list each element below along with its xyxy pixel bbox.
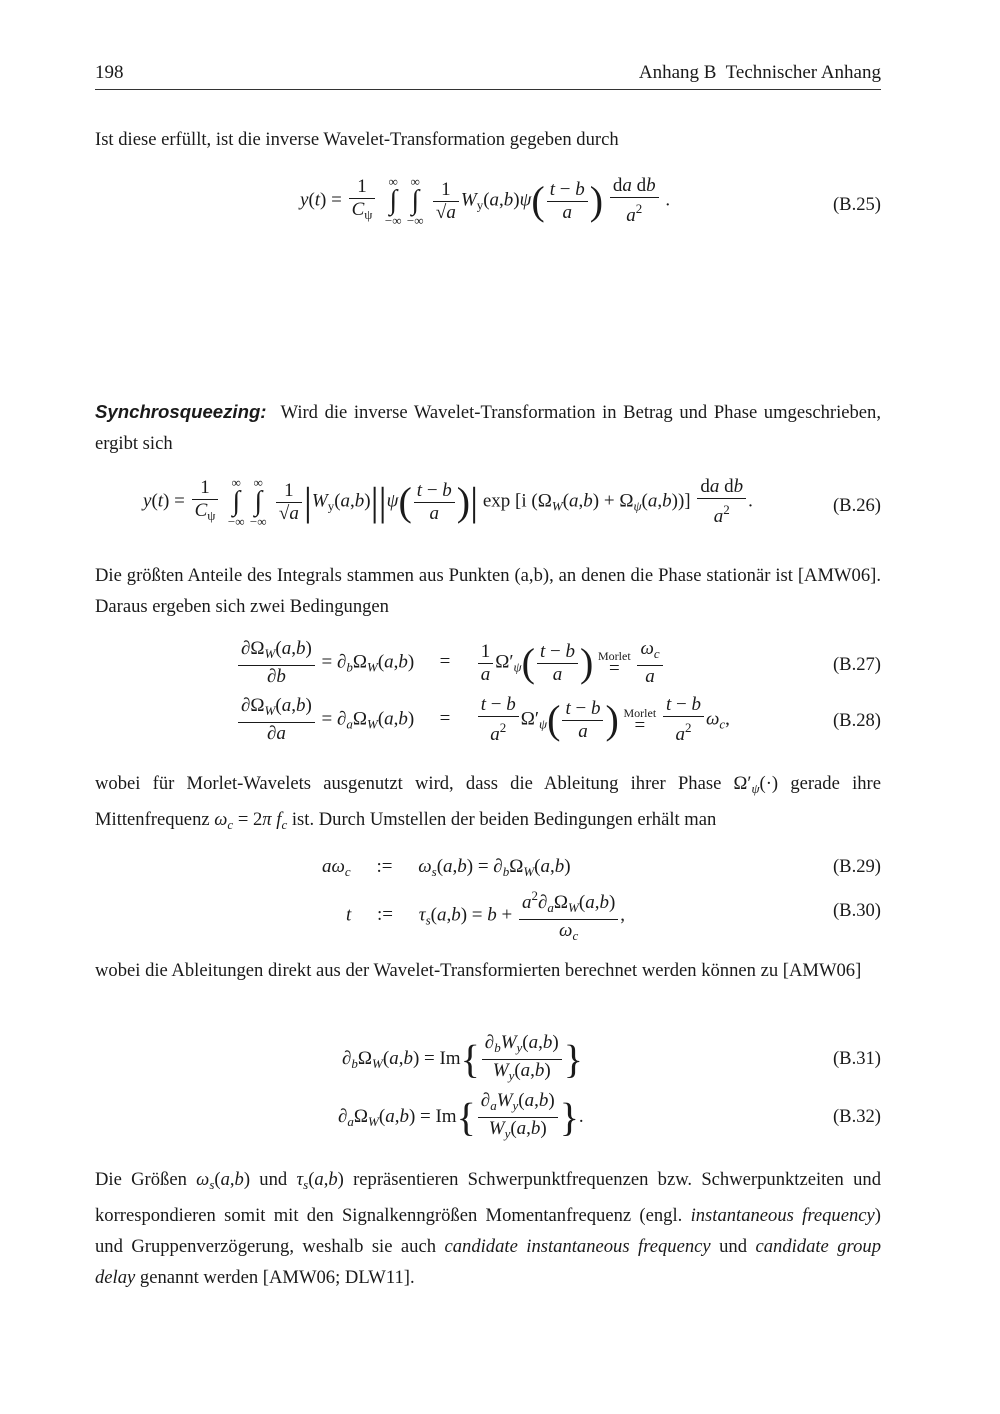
equation-number-b29: (B.29) xyxy=(832,856,881,877)
p6-part-f: candidate instantaneous frequency xyxy=(444,1236,711,1257)
equation-number-b32: (B.32) xyxy=(832,1106,881,1127)
paragraph-6: Die Größen $\omega_s(a,b)$ und $\tau_s(a,b)$ repräsentieren Schwerpunktfrequenzen bzw. Schwerpunktzeiten und korrespondieren somit mit den Signalkenngrößen Momentanfrequenz (engl. instantaneous frequency) und Gruppenverzögerung, weshalb sie auch candidate instantaneous frequency und candidate group delay genannt werden [AMW06; DLW11]. xyxy=(95,1169,882,1288)
page-number: 198 xyxy=(95,62,124,83)
equation-number-b28: (B.28) xyxy=(832,710,881,731)
equation-b27: $\frac{\partial\Omega_W(a,b)}{\partial b}$ = $\partial_b\Omega_W(a,b)$ = $\frac{1}{a}$ $\Omega'_\psi$( $\frac{t - b}{a}$ ) Morlet = $\frac{\omega_c}{a}$ xyxy=(236,638,665,688)
equation-number-b30: (B.30) xyxy=(832,900,881,921)
morlet-label-1: Morlet xyxy=(598,649,631,663)
equation-b32: $\partial_a\Omega_W(a,b) = Im${ $\frac{\partial_aW_y(a,b)}{W_y(a,b)}$ }. xyxy=(338,1090,584,1141)
equation-number-b27: (B.27) xyxy=(832,654,881,675)
equation-number-b25: (B.25) xyxy=(832,194,881,215)
paragraph-5: wobei die Ableitungen direkt aus der Wavelet-Transformierten berechnet werden können zu [AMW06] xyxy=(95,960,862,981)
paragraph-3: Die größten Anteile des Integrals stammen aus Punkten (a,b), an denen die Phase stationär ist [AMW06]. Daraus ergeben sich zwei Bedingungen xyxy=(95,565,881,617)
p6-part-e: ) und Gruppenverzögerung, weshalb sie auch xyxy=(95,1205,881,1257)
p4-part-b: gerade ihre Mittenfrequenz xyxy=(95,773,881,830)
paragraph-4: wobei für Morlet-Wavelets ausgenutzt wird, dass die Ableitung ihrer Phase $\Omega'_\psi(\cdot)$ gerade ihre Mittenfrequenz $\omega_c = 2\pi$ $f_c$ ist. Durch Umstellen der beiden Bedingungen erhält man xyxy=(95,773,881,832)
p6-part-a: Die Größen xyxy=(95,1169,187,1190)
p6-part-h: candidate group delay xyxy=(95,1236,881,1288)
p6-part-i: genannt werden [AMW06; DLW11]. xyxy=(139,1267,415,1288)
equation-b25: y(t) = $\frac{1}{C_\psi}$ ∞ ∫ −∞∞ ∫ −∞ $\frac{1}{√a}$ $W_y(a,b)\psi$( $\frac{t - b}{a}$ ) $\frac{\text{da db}}{a^2}$ . xyxy=(300,174,671,228)
equation-b30: t := $\tau_s(a,b) = b$ + $\frac{a^2\partial_a\Omega_W(a,b)}{\omega_c}$ , xyxy=(346,885,625,947)
p6-part-g: und xyxy=(719,1236,748,1257)
paragraph-synchrosqueezing xyxy=(95,396,881,459)
p6-part-b: und xyxy=(259,1169,288,1190)
p4-part-c: ist. Durch Umstellen der beiden Bedingungen erhält man xyxy=(291,809,717,830)
morlet-label-2: Morlet xyxy=(623,706,657,720)
equation-number-b31: (B.31) xyxy=(832,1048,881,1069)
running-title: Anhang B Technischer Anhang xyxy=(638,62,881,83)
equation-number-b26: (B.26) xyxy=(832,495,881,516)
p4-part-a: wobei für Morlet-Wavelets ausgenutzt wird, dass die Ableitung ihrer Phase xyxy=(95,773,722,794)
header-rule xyxy=(95,89,881,90)
equation-b31: $\partial_b\Omega_W(a,b) = Im${ $\frac{\partial_bW_y(a,b)}{W_y(a,b)}$ } xyxy=(342,1032,583,1083)
p6-part-c: repräsentieren Schwerpunktfrequenzen bzw. Schwerpunktzeiten und korrespondieren somit mit den Signalkenngrößen Momentanfrequenz (engl. xyxy=(95,1169,882,1226)
sync-text: Wird die inverse Wavelet-Transformation in Betrag und Phase umgeschrieben, ergibt sich xyxy=(95,402,881,454)
sync-heading: Synchrosqueezing: xyxy=(95,401,267,422)
p6-part-d: instantaneous frequency xyxy=(690,1205,875,1226)
paragraph-1: Ist diese erfüllt, ist die inverse Wavelet-Transformation gegeben durch xyxy=(95,129,619,150)
equation-b29: $a\omega_c$ := $\omega_s(a,b) = \partial_b\Omega_W(a,b)$ xyxy=(322,856,571,879)
equation-b26: y(t) = $\frac{1}{C_\psi}$ ∞ ∫ −∞∞ ∫ −∞ $\frac{1}{√a}$ $|W_y(a,b)||\psi$( $\frac{t - b}{a}$ )| exp [i $(\Omega_W(a,b) + \Omega_\psi(a,b))$] $\frac{\text{da db}}{a^2}$ . xyxy=(143,475,753,529)
equation-b28: $\frac{\partial\Omega_W(a,b)}{\partial a}$ = $\partial_a\Omega_W(a,b)$ = $\frac{t - b}{a^2}$ $\Omega'_\psi$( $\frac{t - b}{a}$ ) Morlet = $\frac{t - b}{a^2}$ $\omega_c$, xyxy=(236,694,730,746)
